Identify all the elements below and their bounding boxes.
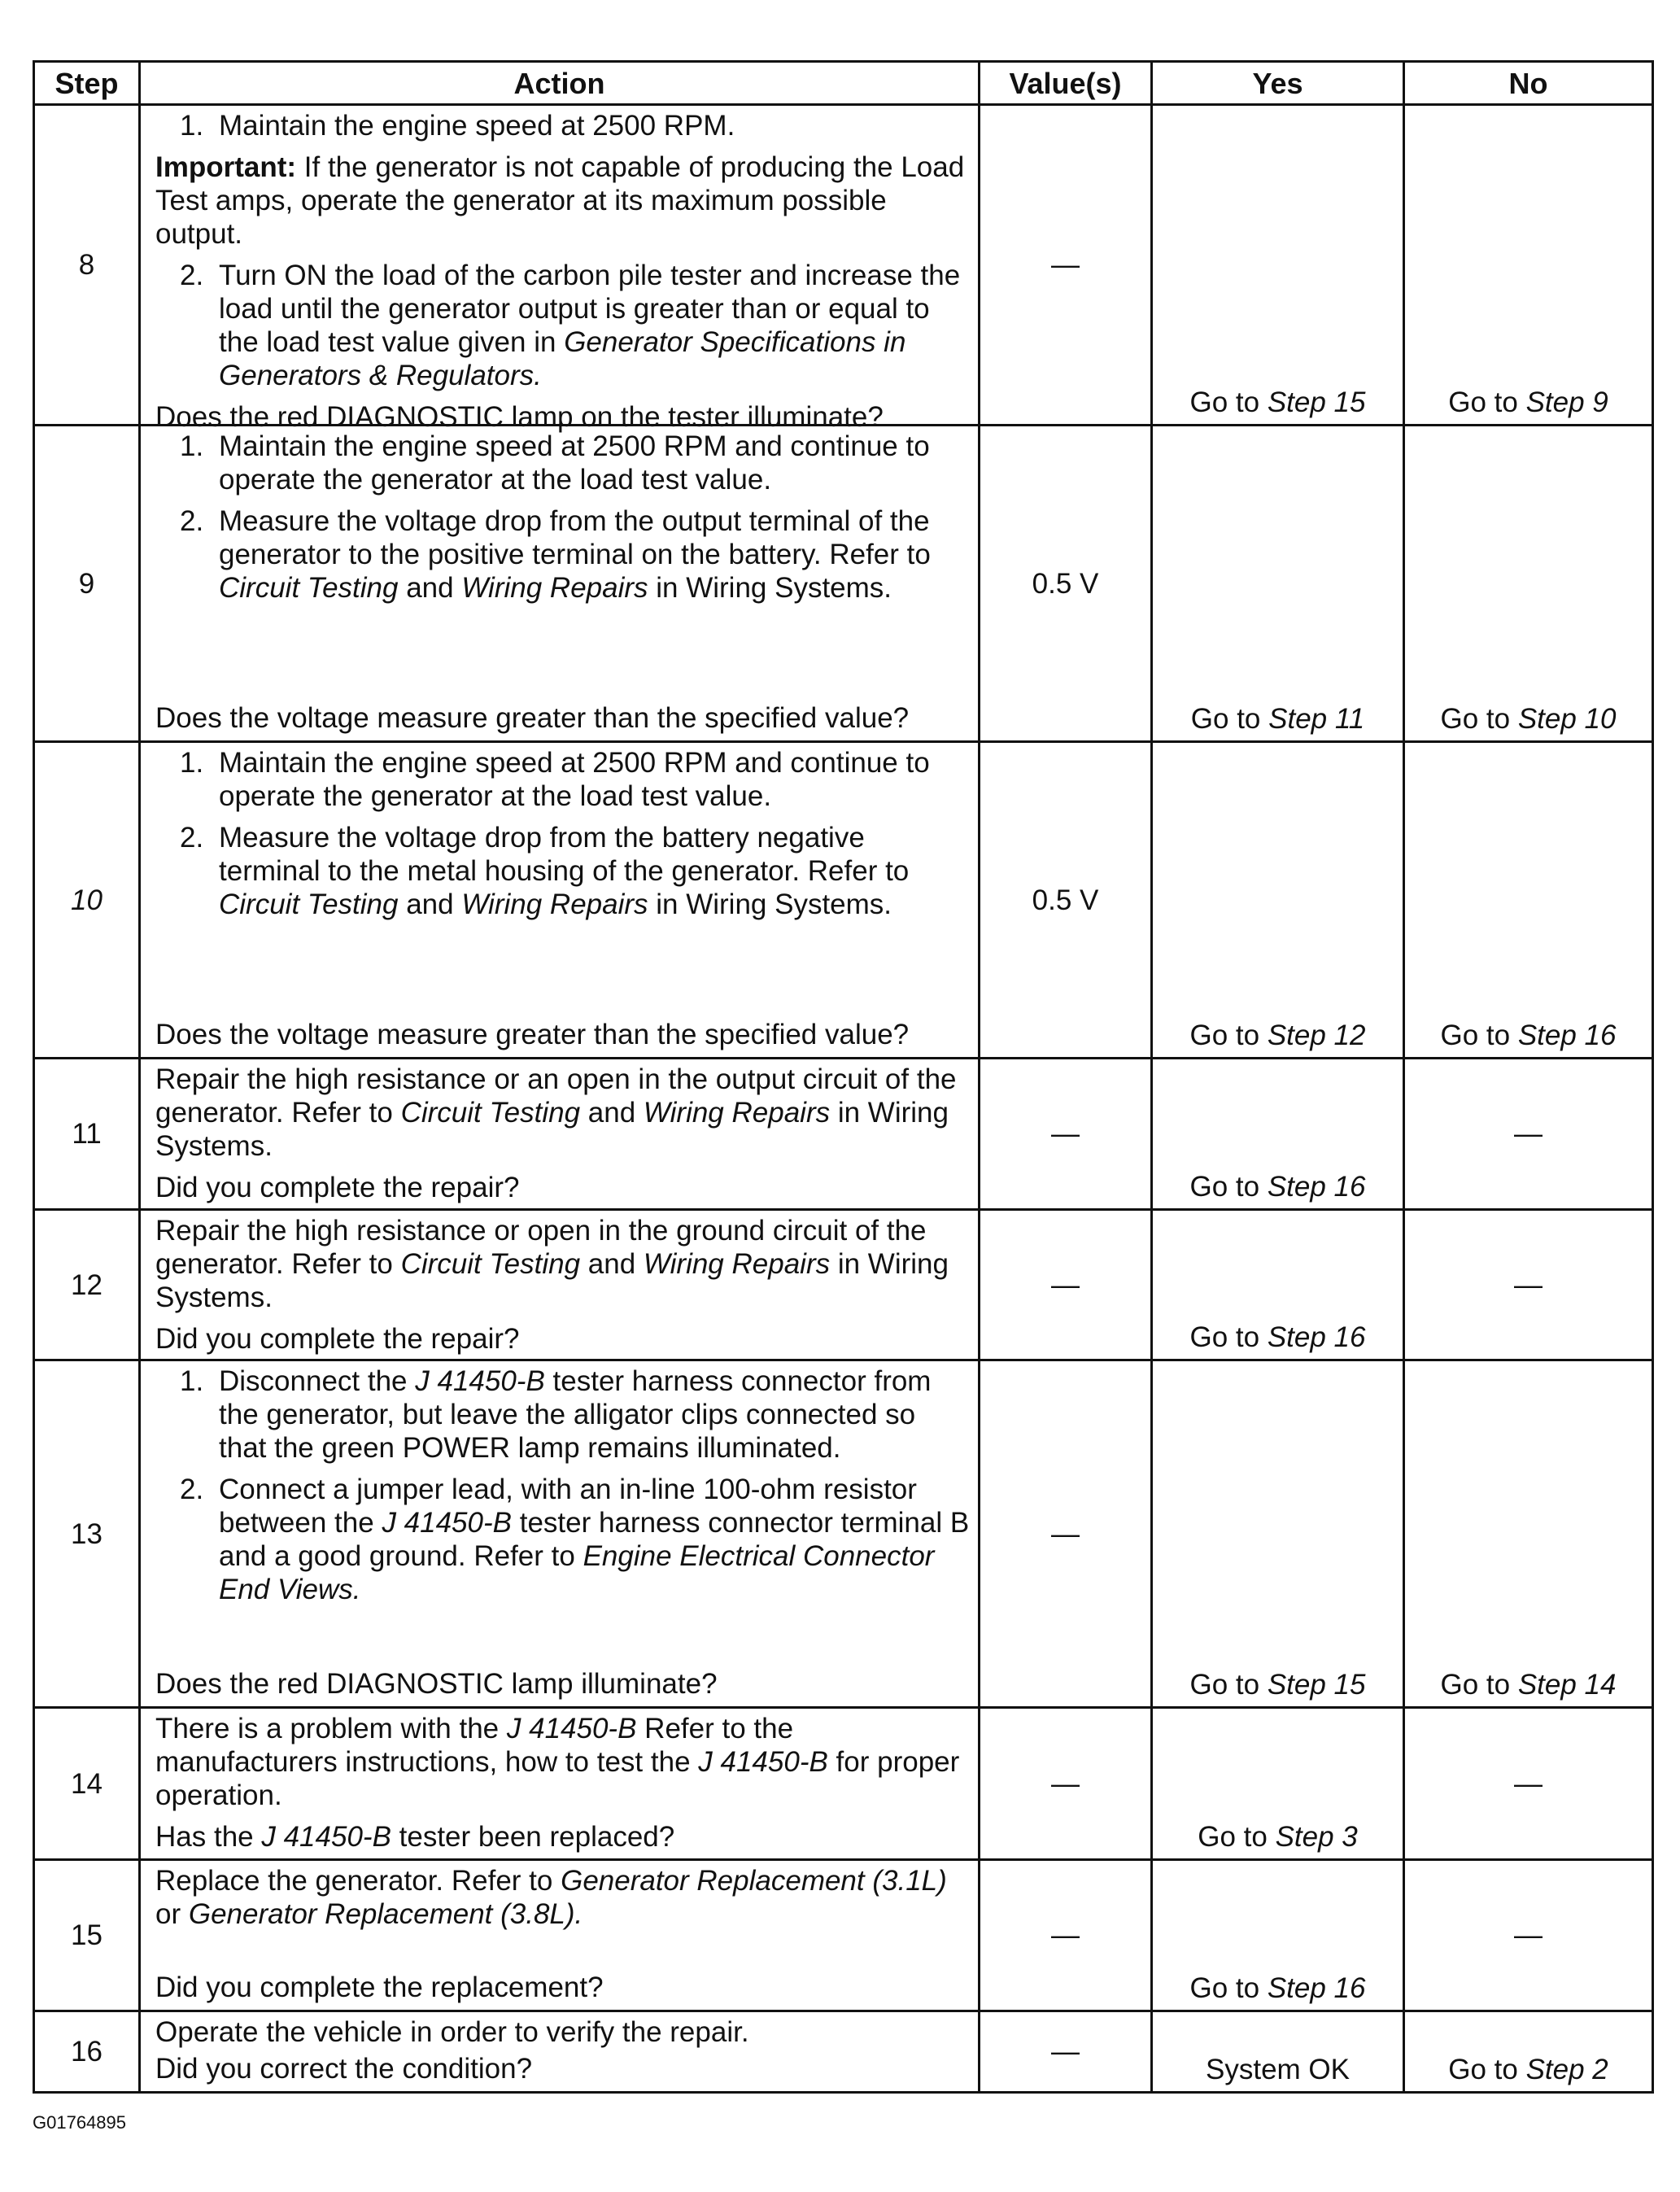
no-step-link[interactable]: Step 14 [1517, 1669, 1617, 1701]
yes-step-link[interactable]: Step 15 [1267, 1669, 1366, 1701]
item-number: 1. [180, 747, 204, 779]
action-text: Replace the generator. Refer to [155, 1865, 561, 1897]
question-text: Does the red DIAGNOSTIC lamp illuminate? [155, 1668, 718, 1700]
tool-name: J 41450-B [698, 1746, 828, 1778]
action-text: Refer to the manufacturers instructions, how to test the [155, 1713, 794, 1778]
yes-step-link[interactable]: Step 12 [1267, 1020, 1366, 1051]
yes-step-link[interactable]: Step 16 [1267, 1171, 1366, 1203]
value-cell: — [980, 2011, 1152, 2093]
action-cell [140, 1860, 980, 2011]
header-no: No [1404, 62, 1653, 105]
action-text: Maintain the engine speed at 2500 RPM and continue to operate the generator at the load test value. [219, 747, 930, 812]
action-text: There is a problem with the [155, 1713, 507, 1744]
no-cell [1404, 1360, 1653, 1708]
important-note [155, 151, 970, 251]
reference-link[interactable]: Circuit Testing [219, 889, 399, 920]
no-prefix: Go to [1448, 386, 1526, 418]
step-number: 13 [34, 1360, 140, 1708]
no-cell [1404, 2011, 1653, 2093]
action-text: Maintain the engine speed at 2500 RPM. [219, 110, 735, 142]
reference-link[interactable]: Wiring Repairs [643, 1097, 831, 1129]
no-prefix: Go to [1440, 703, 1518, 735]
action-cell [140, 105, 980, 433]
action-text: Maintain the engine speed at 2500 RPM and continue to operate the generator at the load test value. [219, 430, 930, 496]
step-number: 12 [34, 1210, 140, 1360]
value-cell: — [980, 1059, 1152, 1210]
question-part: tester been replaced? [391, 1821, 675, 1853]
action-text: Operate the vehicle in order to verify the repair. [155, 2016, 749, 2048]
no-cell: — [1404, 1210, 1653, 1360]
item-number: 1. [180, 430, 204, 462]
reference-link[interactable]: Circuit Testing [400, 1097, 581, 1129]
item-number: 1. [180, 110, 204, 142]
action-cell [140, 2011, 980, 2093]
tool-name: J 41450-B [415, 1365, 545, 1397]
no-cell: — [1404, 1860, 1653, 2011]
question-text: Did you correct the condition? [155, 2053, 533, 2085]
reference-link[interactable]: Generator Replacement (3.8L). [188, 1898, 583, 1930]
yes-cell [1152, 105, 1404, 426]
conjunction: and [398, 889, 462, 920]
no-step-link[interactable]: Step 16 [1517, 1020, 1617, 1051]
action-text: Connect a jumper lead, with an in-line 100-ohm resistor between the [219, 1474, 917, 1539]
tool-name: J 41450-B [261, 1821, 391, 1853]
table-row [34, 1059, 1653, 1210]
action-cell [140, 1708, 980, 1860]
reference-link[interactable]: Generator Specifications in Generators & Regulators. [219, 326, 906, 391]
item-number: 1. [180, 1365, 204, 1397]
action-cell [140, 1360, 980, 1708]
conjunction: and [580, 1248, 644, 1280]
action-text: tester harness connector terminal B and a good ground. Refer to [219, 1507, 970, 1572]
tool-name: J 41450-B [382, 1507, 512, 1539]
question-text: Did you complete the replacement? [155, 1971, 604, 2003]
header-yes: Yes [1152, 62, 1404, 105]
item-number: 2. [180, 1474, 204, 1505]
yes-cell [1152, 1210, 1404, 1360]
reference-link[interactable]: Circuit Testing [400, 1248, 581, 1280]
question-text [155, 1820, 970, 1854]
value-cell: — [980, 1708, 1152, 1860]
item-number: 2. [180, 822, 204, 854]
figure-id: G01764895 [33, 2112, 126, 2133]
table-row [34, 1708, 1653, 1860]
yes-cell [1152, 1708, 1404, 1860]
yes-prefix: Go to [1189, 386, 1268, 418]
reference-link[interactable]: Wiring Repairs [643, 1248, 831, 1280]
tool-name: J 41450-B [506, 1713, 637, 1744]
conjunction: and [580, 1097, 644, 1129]
yes-step-link[interactable]: Step 16 [1267, 1321, 1366, 1353]
yes-prefix: Go to [1190, 703, 1269, 735]
table-row [34, 1360, 1653, 1708]
yes-prefix: Go to [1189, 1972, 1268, 2004]
action-text: tester harness connector from the generator, but leave the alligator clips connected so that the green POWER lamp remains illuminated. [219, 1365, 932, 1464]
no-prefix: Go to [1448, 2054, 1526, 2085]
yes-prefix: Go to [1198, 1821, 1276, 1853]
header-step: Step [34, 62, 140, 105]
step-number: 9 [34, 426, 140, 742]
step-number: 11 [34, 1059, 140, 1210]
no-cell: — [1404, 1708, 1653, 1860]
action-cell [140, 1059, 980, 1210]
table-row [34, 1860, 1653, 2011]
value-cell: — [980, 1210, 1152, 1360]
yes-prefix: Go to [1189, 1020, 1268, 1051]
yes-prefix: Go to [1189, 1171, 1268, 1203]
step-number: 14 [34, 1708, 140, 1860]
no-prefix: Go to [1440, 1020, 1518, 1051]
yes-cell [1152, 426, 1404, 742]
step-number: 10 [71, 884, 103, 916]
value-cell: 0.5 V [980, 426, 1152, 742]
reference-link[interactable]: Wiring Repairs [461, 572, 648, 604]
question-text: Did you complete the repair? [155, 1323, 520, 1355]
value-cell: — [980, 105, 1152, 426]
no-cell [1404, 105, 1653, 426]
no-prefix: Go to [1440, 1669, 1518, 1701]
reference-link[interactable]: Generator Replacement (3.1L) [561, 1865, 947, 1897]
action-text: Repair the high resistance or an open in the output circuit of the generator. Refer to [155, 1063, 957, 1129]
reference-link[interactable]: Engine Electrical Connector End Views. [219, 1540, 935, 1605]
action-text: for proper operation. [155, 1746, 960, 1811]
no-step-link[interactable]: Step 2 [1525, 2054, 1608, 2085]
reference-link[interactable]: Wiring Repairs [461, 889, 648, 920]
table-row [34, 742, 1653, 1059]
yes-prefix: Go to [1189, 1321, 1268, 1353]
no-step-link[interactable]: Step 10 [1517, 703, 1617, 735]
no-cell [1404, 426, 1653, 742]
action-text: Measure the voltage drop from the output terminal of the generator to the positive terminal on the battery. Refer to [219, 505, 931, 570]
header-values: Value(s) [980, 62, 1152, 105]
question-text: Does the voltage measure greater than the specified value? [155, 1019, 910, 1050]
action-text: in Wiring Systems. [648, 572, 892, 604]
yes-cell [1152, 1860, 1404, 2011]
header-row [34, 62, 1653, 105]
action-text: Disconnect the [219, 1365, 416, 1397]
action-text: in Wiring Systems. [648, 889, 892, 920]
table-row [34, 105, 1653, 426]
important-text: If the generator is not capable of producing the Load Test amps, operate the generator at its maximum possible output. [155, 151, 965, 250]
action-text: in Wiring Systems. [155, 1097, 949, 1162]
action-text: Repair the high resistance or open in the ground circuit of the generator. Refer to [155, 1215, 927, 1280]
reference-link[interactable]: Circuit Testing [219, 572, 399, 604]
value-cell: — [980, 1360, 1152, 1708]
yes-step-link[interactable]: Step 15 [1267, 386, 1366, 418]
question-part: Has the [155, 1821, 262, 1853]
action-text: in Wiring Systems. [155, 1248, 949, 1313]
action-cell [140, 426, 980, 742]
action-text: Measure the voltage drop from the battery negative terminal to the metal housing of the generator. Refer to [219, 822, 910, 887]
no-cell: — [1404, 1059, 1653, 1210]
action-cell [140, 1210, 980, 1360]
step-number: 8 [34, 105, 140, 426]
step-number: 15 [34, 1860, 140, 2011]
yes-prefix: Go to [1189, 1669, 1268, 1701]
yes-cell: System OK [1152, 2011, 1404, 2093]
yes-cell [1152, 1059, 1404, 1210]
yes-cell [1152, 1360, 1404, 1708]
value-cell: — [980, 1860, 1152, 2011]
diagnostic-table [33, 60, 1654, 2094]
yes-step-link[interactable]: Step 11 [1268, 703, 1365, 735]
no-step-link[interactable]: Step 9 [1525, 386, 1608, 418]
table-row [34, 1210, 1653, 1360]
action-text: Turn ON the load of the carbon pile tester and increase the load until the generator output is greater than or equal to the load test value given in [219, 260, 961, 358]
question-text: Does the voltage measure greater than the specified value? [155, 702, 910, 734]
action-cell [140, 742, 980, 1059]
table-row [34, 2011, 1653, 2093]
conjunction: and [398, 572, 462, 604]
question-text: Does the red DIAGNOSTIC lamp on the tester illuminate? [155, 401, 884, 433]
item-number: 2. [180, 505, 204, 537]
header-action: Action [140, 62, 980, 105]
important-label: Important: [155, 151, 297, 183]
value-cell: 0.5 V [980, 742, 1152, 1059]
yes-step-link[interactable]: Step 3 [1275, 1821, 1358, 1853]
conjunction: or [155, 1898, 189, 1930]
step-number: 16 [34, 2011, 140, 2093]
question-text: Did you complete the repair? [155, 1172, 520, 1203]
no-cell [1404, 742, 1653, 1059]
yes-step-link[interactable]: Step 16 [1267, 1972, 1366, 2004]
yes-cell [1152, 742, 1404, 1059]
table-row [34, 426, 1653, 742]
item-number: 2. [180, 260, 204, 291]
